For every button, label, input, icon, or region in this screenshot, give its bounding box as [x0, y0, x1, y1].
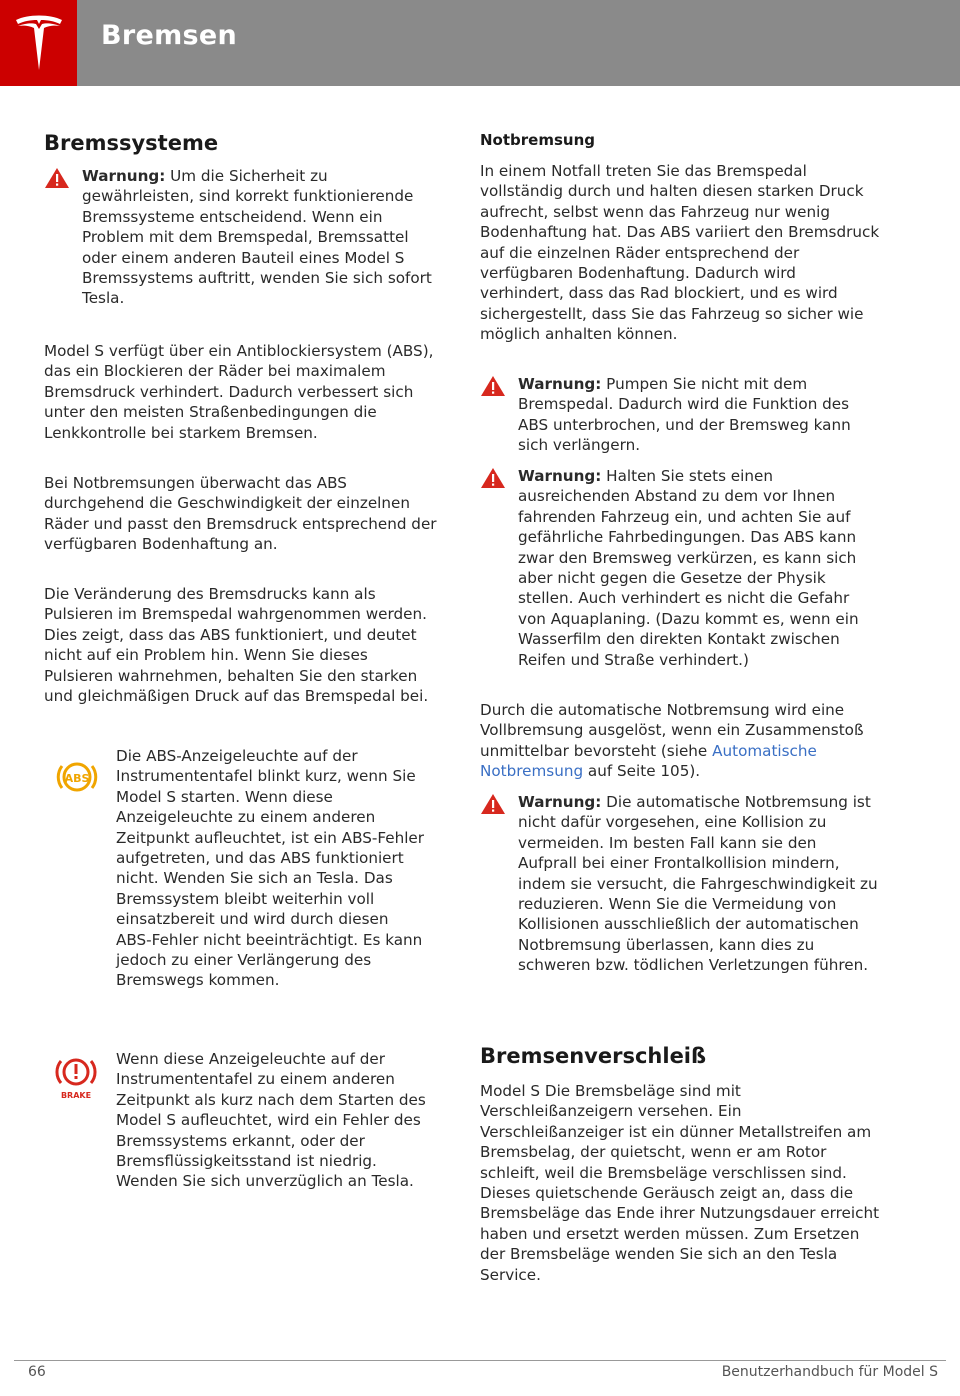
tesla-t-icon — [14, 14, 64, 72]
paragraph: Bei Notbremsungen überwacht das ABS durchgehend die Geschwindigkeit der einzelnen Räder und passt den Bremsdruck entsprechend der verfügbaren Bodenhaftung an. — [44, 474, 437, 554]
warning-text: Warnung: Die automatische Notbremsung ist nicht dafür vorgesehen, eine Kollision zu vermeiden. Im besten Fall kann sie den Aufprall bei einer Frontalkollision mindern, indem sie versucht, die Fahrgeschwindigkeit zu reduzieren. Wenn Sie die Vermeidung von Kollisionen ausschließlich der automatischen Notbremsung überlassen, kann dies zu schweren bzw. tödlichen Verletzungen führen. — [518, 793, 878, 975]
heading-bremsenverschleiss: Bremsenverschleiß — [480, 1044, 707, 1068]
svg-text:BRAKE: BRAKE — [60, 1091, 92, 1100]
brake-indicator-text: Wenn diese Anzeigeleuchte auf der Instrumententafel zu einem anderen Zeitpunkt als kurz nach dem Starten des Model S aufleuchtet, wird ein Fehler des Bremssystems erkannt, oder der Bremsflüssigkeitsstand ist niedrig. Wenden Sie sich unverzüglich an Tesla. — [116, 1050, 426, 1191]
warning-triangle-icon — [480, 375, 506, 397]
paragraph: Model S verfügt über ein Antiblockiersystem (ABS), das ein Blockieren der Räder bei maximalem Bremsdruck verhindert. Dadurch verbessert sich unter den meisten Straßenbedingungen die Lenkkontrolle bei starkem Bremsen. — [44, 342, 434, 442]
paragraph: Durch die automatische Notbremsung wird eine Vollbremsung ausgelöst, wenn ein Zusammenstoß unmittelbar bevorsteht (siehe Automatische Notbremsung auf Seite 105). — [480, 701, 864, 781]
page-title: Bremsen — [101, 20, 238, 51]
paragraph: Model S Die Bremsbeläge sind mit Verschleißanzeigern versehen. Ein Verschleißanzeiger ist ein dünner Metallstreifen am Bremsbelag, der quietscht, wenn er am Rotor schleift, weil die Bremsbeläge verschlissen sind. Dieses quietschende Geräusch zeigt an, dass die Bremsbeläge das Ende ihrer Nutzungsdauer erreicht haben und ersetzt werden müssen. Zum Ersetzen der Bremsbeläge wenden Sie sich an den Tesla Service. — [480, 1082, 880, 1284]
svg-text:ABS: ABS — [64, 772, 90, 785]
warning-text: Warnung: Pumpen Sie nicht mit dem Bremspedal. Dadurch wird die Funktion des ABS unterbrochen, und der Bremsweg kann sich verlängern. — [518, 375, 851, 455]
warning-text: Warnung: Halten Sie stets einen ausreichenden Abstand zu dem vor Ihnen fahrenden Fahrzeug ein, und achten Sie auf gefährliche Fahrbedingungen. Das ABS kann zwar den Bremsweg verkürzen, es kann sich aber nicht gegen die Gesetze der Physik stellen. Auch verhindert es nicht die Gefahr von Aquaplaning. (Dazu kommt es, wenn ein Wasserfilm den direkten Kontakt zwischen Reifen und Straße verhindert.) — [518, 467, 859, 669]
abs-indicator-text: Die ABS-Anzeigeleuchte auf der Instrumententafel blinkt kurz, wenn Sie Model S starten. Wenn diese Anzeigeleuchte zu einem anderen Zeitpunkt aufleuchtet, ist ein ABS-Fehler aufgetreten, und das ABS funktioniert nicht. Wenden Sie sich an Tesla. Das Bremssystem bleibt weiterhin voll einsatzbereit und wird durch diesen ABS-Fehler nicht beeinträchtigt. Es kann jedoch zu einer Verlängerung des Bremswegs kommen. — [116, 747, 425, 990]
footer-divider — [14, 1360, 946, 1361]
subheading-notbremsung: Notbremsung — [480, 131, 595, 149]
page-header — [0, 0, 960, 86]
heading-bremssysteme: Bremssysteme — [44, 131, 219, 155]
warning-triangle-icon — [44, 167, 70, 189]
abs-warning-light-icon — [54, 756, 120, 816]
manual-title: Benutzerhandbuch für Model S — [721, 1364, 938, 1380]
brake-warning-light-icon — [53, 1053, 119, 1113]
tesla-logo — [0, 0, 77, 86]
paragraph: In einem Notfall treten Sie das Bremspedal vollständig durch und halten diesen starken Druck aufrecht, selbst wenn das Fahrzeug nur wenig Bodenhaftung hat. Das ABS variiert den Bremsdruck auf die einzelnen Räder entsprechend der verfügbaren Bodenhaftung. Dadurch wird verhindert, dass das Rad blockiert, und es wird sichergestellt, dass Sie das Fahrzeug so sicher wie möglich anhalten können. — [480, 162, 880, 344]
warning-text: Warnung: Um die Sicherheit zu gewährleisten, sind korrekt funktionierende Bremssysteme entscheidend. Wenn ein Problem mit dem Bremspedal, Bremssattel oder einem anderen Bauteil eines Model S Bremssystems auftritt, wenden Sie sich sofort Tesla. — [82, 167, 432, 308]
page-number: 66 — [28, 1364, 46, 1380]
warning-triangle-icon — [480, 793, 506, 815]
paragraph: Die Veränderung des Bremsdrucks kann als Pulsieren im Bremspedal wahrgenommen werden. Dies zeigt, dass das ABS funktioniert, und deutet nicht auf ein Problem hin. Wenn Sie dieses Pulsieren wahrnehmen, behalten Sie den starken und gleichmäßigen Druck auf das Bremspedal bei. — [44, 585, 429, 706]
warning-triangle-icon — [480, 467, 506, 489]
link-automatische-notbremsung[interactable]: Automatische Notbremsung — [480, 741, 817, 781]
